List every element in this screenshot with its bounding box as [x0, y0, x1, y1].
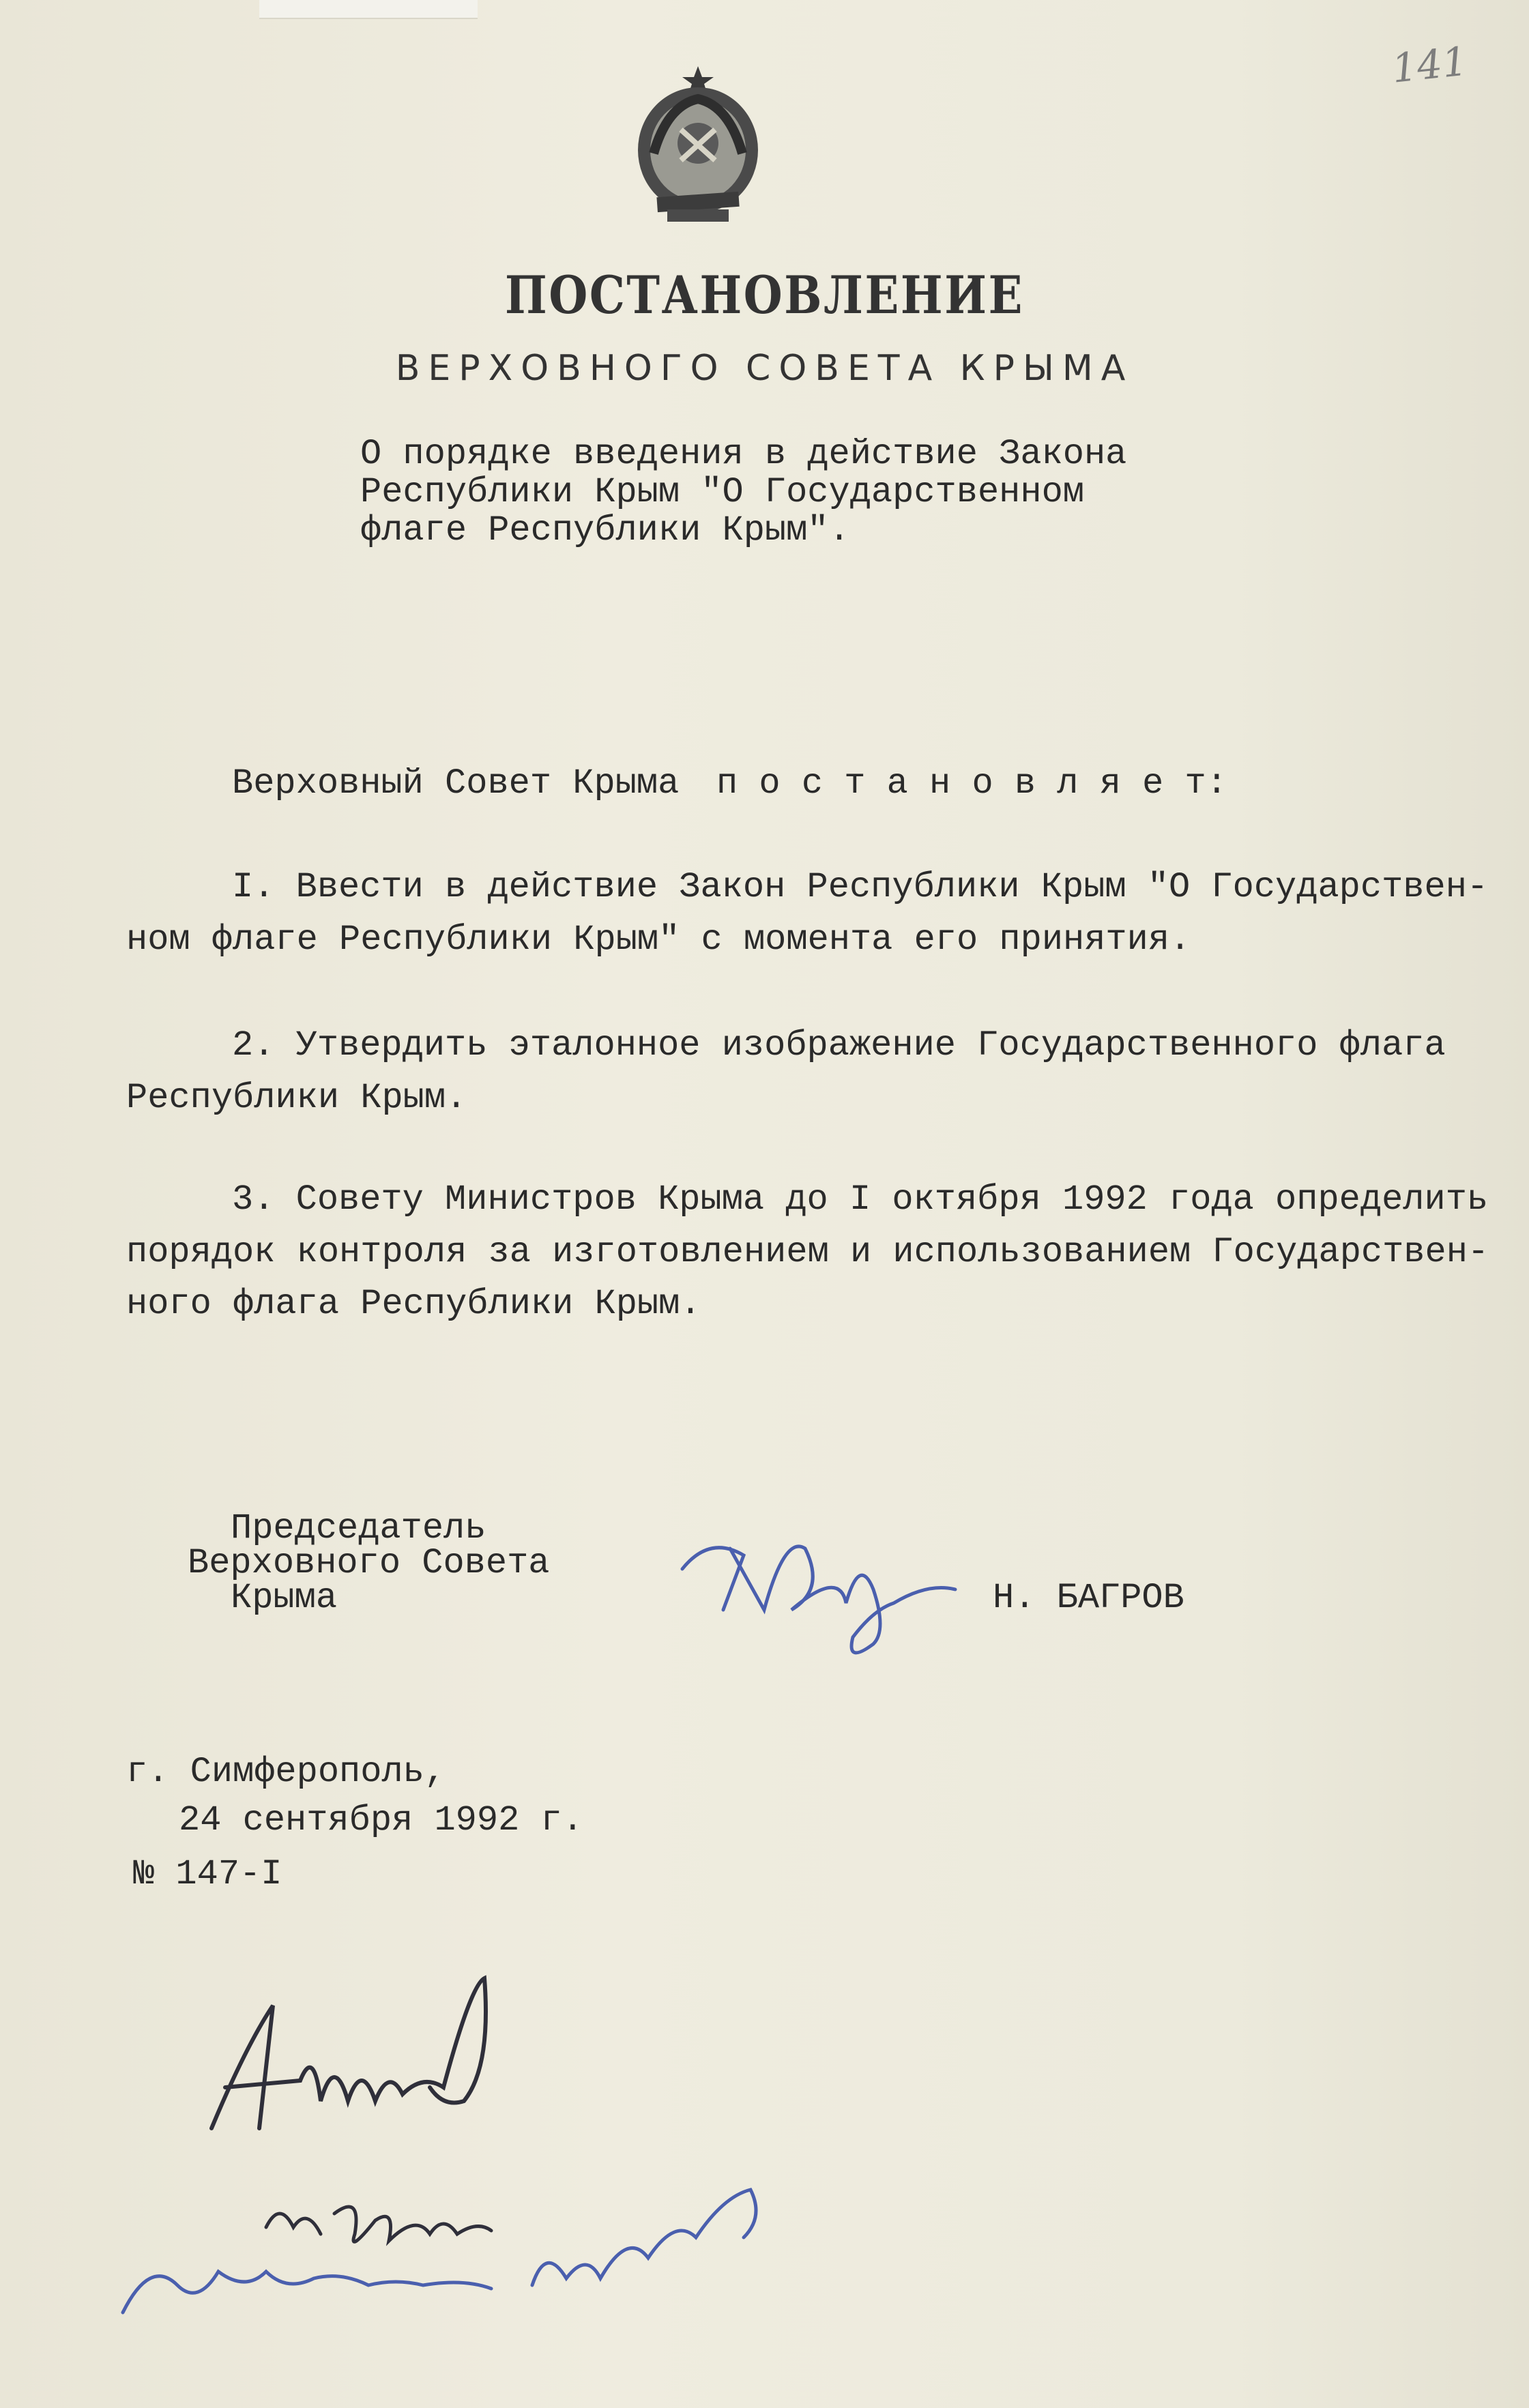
- item-3-line-1: 3. Совету Министров Крыма до I октября 1992 года определить: [232, 1179, 1489, 1220]
- item-1-line-1: I. Ввести в действие Закон Республики Крым "О Государствен-: [232, 867, 1489, 907]
- preamble-verb: п о с т а н о в л я е т:: [716, 763, 1227, 804]
- item-3-line-3: ного флага Республики Крым.: [126, 1284, 701, 1324]
- chairman-signature-icon: [669, 1508, 996, 1671]
- heading-line-2: Республики Крым "О Государственном: [360, 472, 1084, 512]
- chairman-name: Н. БАГРОВ: [993, 1578, 1184, 1618]
- item-2-line-1: 2. Утвердить эталонное изображение Государственного флага: [232, 1025, 1446, 1066]
- item-1-line-2: ном флаге Республики Крым" с момента его принятия.: [126, 920, 1191, 960]
- heading-line-3: флаге Республики Крым".: [360, 510, 850, 550]
- document-number: № 147-I: [133, 1854, 282, 1894]
- chairman-title-line-2: Верховного Совета: [188, 1543, 550, 1583]
- signature-1-icon: [198, 1965, 512, 2169]
- item-3-line-2: порядок контроля за изготовлением и использованием Государствен-: [126, 1232, 1489, 1272]
- document-title: ПОСТАНОВЛЕНИЕ: [505, 265, 1024, 325]
- city: г. Симферополь,: [126, 1752, 446, 1792]
- date: 24 сентября 1992 г.: [179, 1800, 583, 1840]
- preamble-text: Верховный Совет Крыма: [232, 763, 680, 804]
- tape-strip: [259, 0, 478, 19]
- archive-page-number: 141: [1389, 38, 1470, 92]
- item-2-line-2: Республики Крым.: [126, 1078, 467, 1118]
- heading-line-1: О порядке введения в действие Закона: [360, 434, 1127, 474]
- coat-of-arms-emblem-icon: [626, 65, 770, 229]
- chairman-title-line-3: Крыма: [231, 1578, 338, 1618]
- chairman-title-line-1: Председатель: [231, 1508, 486, 1548]
- document-subtitle: ВЕРХОВНОГО СОВЕТА КРЫМА: [395, 348, 1134, 389]
- signature-3-icon: [109, 2176, 798, 2333]
